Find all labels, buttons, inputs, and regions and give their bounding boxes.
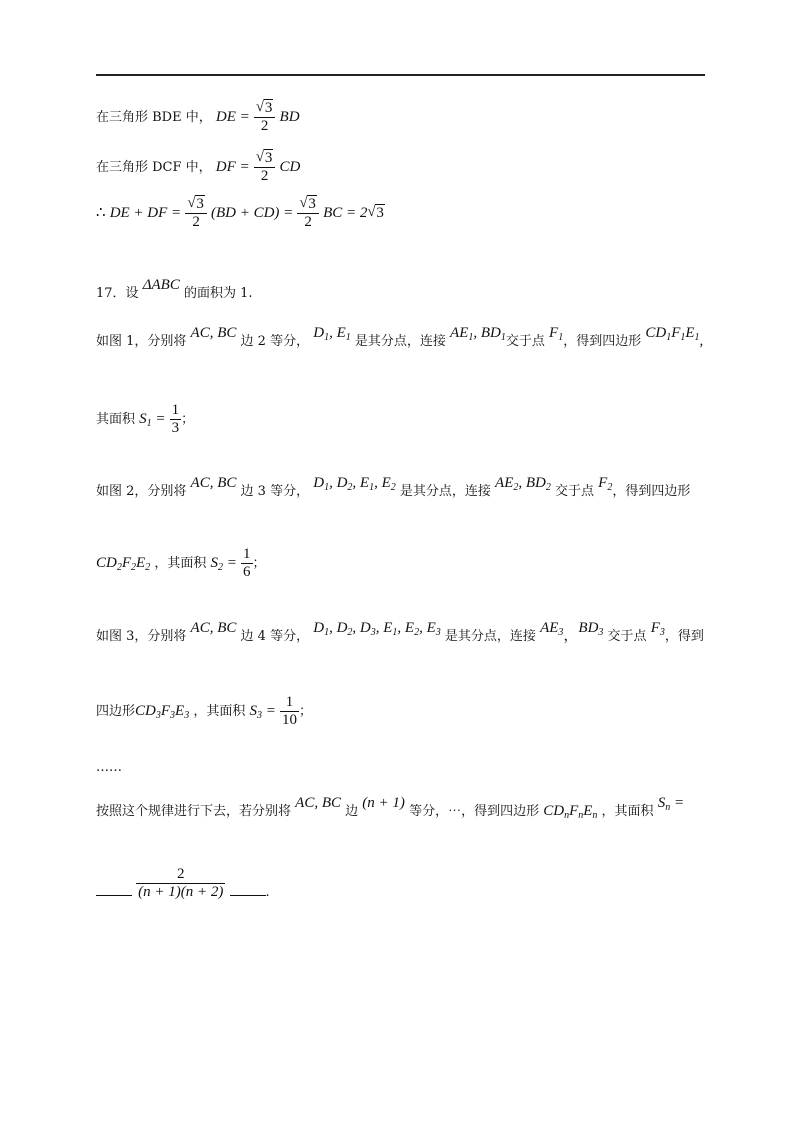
problem-17-intro: 17．设 ΔABC 的面积为 1. bbox=[96, 277, 253, 301]
proof-line-dcf: 在三角形 DCF 中， DF = √ 3 2 CD bbox=[96, 149, 301, 184]
fraction-sqrt3-over-2: √ 3 2 bbox=[254, 100, 276, 135]
figure-1-area: 其面积 $S_1$ = $\frac{1}{3}$ ； bbox=[96, 402, 195, 436]
figure-3-line: 如图 3，分别将 AC, BC 边 4 等分， $D_1$, $D_2$, $D_3$, $E_1$, $E_2$, $E_3$ 是其分点，连接 $AE_3$，$BD_3$ 交于点 $F_3$，得到 bbox=[96, 620, 704, 644]
ellipsis: …… bbox=[96, 760, 122, 775]
figure-2-line: 如图 2，分别将 AC, BC 边 3 等分， $D_1$, $D_2$, $E_1$, $E_2$ 是其分点，连接 $AE_2$, $BD_2$ 交于点 $F_2$，得到四边形 bbox=[96, 475, 691, 499]
fraction-sqrt3-over-2: √ 3 2 bbox=[254, 150, 276, 185]
answer-fraction: $\frac{2}{(n + 1)(n + 2)}$ bbox=[138, 866, 224, 900]
fraction-one-sixth: $\frac{1}{6}$ bbox=[243, 546, 251, 580]
fraction-one-third: $\frac{1}{3}$ bbox=[171, 402, 180, 436]
answer-line: $\frac{2}{(n + 1)(n + 2)}$ . bbox=[96, 866, 270, 901]
sqrt-3: √ 3 bbox=[367, 204, 384, 221]
proof-line-conclusion: ∴ DE + DF = √ 3 2 (BD + CD) = √ 3 2 BC = 2 √ 3 bbox=[96, 195, 384, 230]
figure-1-line: 如图 1，分别将 AC, BC 边 2 等分， $D_1$, $E_1$ 是其分点，连接 $AE_1$, $BD_1$交于点 $F_1$，得到四边形 $CD_1F_1E_1$, bbox=[96, 325, 704, 349]
fraction-one-tenth: $\frac{1}{10}$ bbox=[282, 694, 298, 728]
fraction-sqrt3-over-2: √ 3 2 bbox=[297, 196, 319, 231]
answer-blank-left bbox=[96, 895, 132, 896]
figure-3-area: 四边形$CD_3F_3E_3$ ，其面积 $S_3$ = $\frac{1}{10}$ ； bbox=[96, 694, 313, 728]
proof-line-bde: 在三角形 BDE 中， DE = √ 3 2 BD bbox=[96, 99, 300, 134]
figure-2-area: $CD_2F_2E_2$ ，其面积 $S_2$ = $\frac{1}{6}$ ； bbox=[96, 546, 266, 580]
header-rule bbox=[96, 74, 705, 76]
fraction-sqrt3-over-2: √ 3 2 bbox=[185, 196, 207, 231]
general-case-line: 按照这个规律进行下去，若分别将 AC, BC 边 (n + 1) 等分，⋯，得到四边形 $CD_nF_nE_n$ ，其面积 $S_n$ = bbox=[96, 795, 685, 821]
answer-blank-right bbox=[230, 895, 266, 896]
